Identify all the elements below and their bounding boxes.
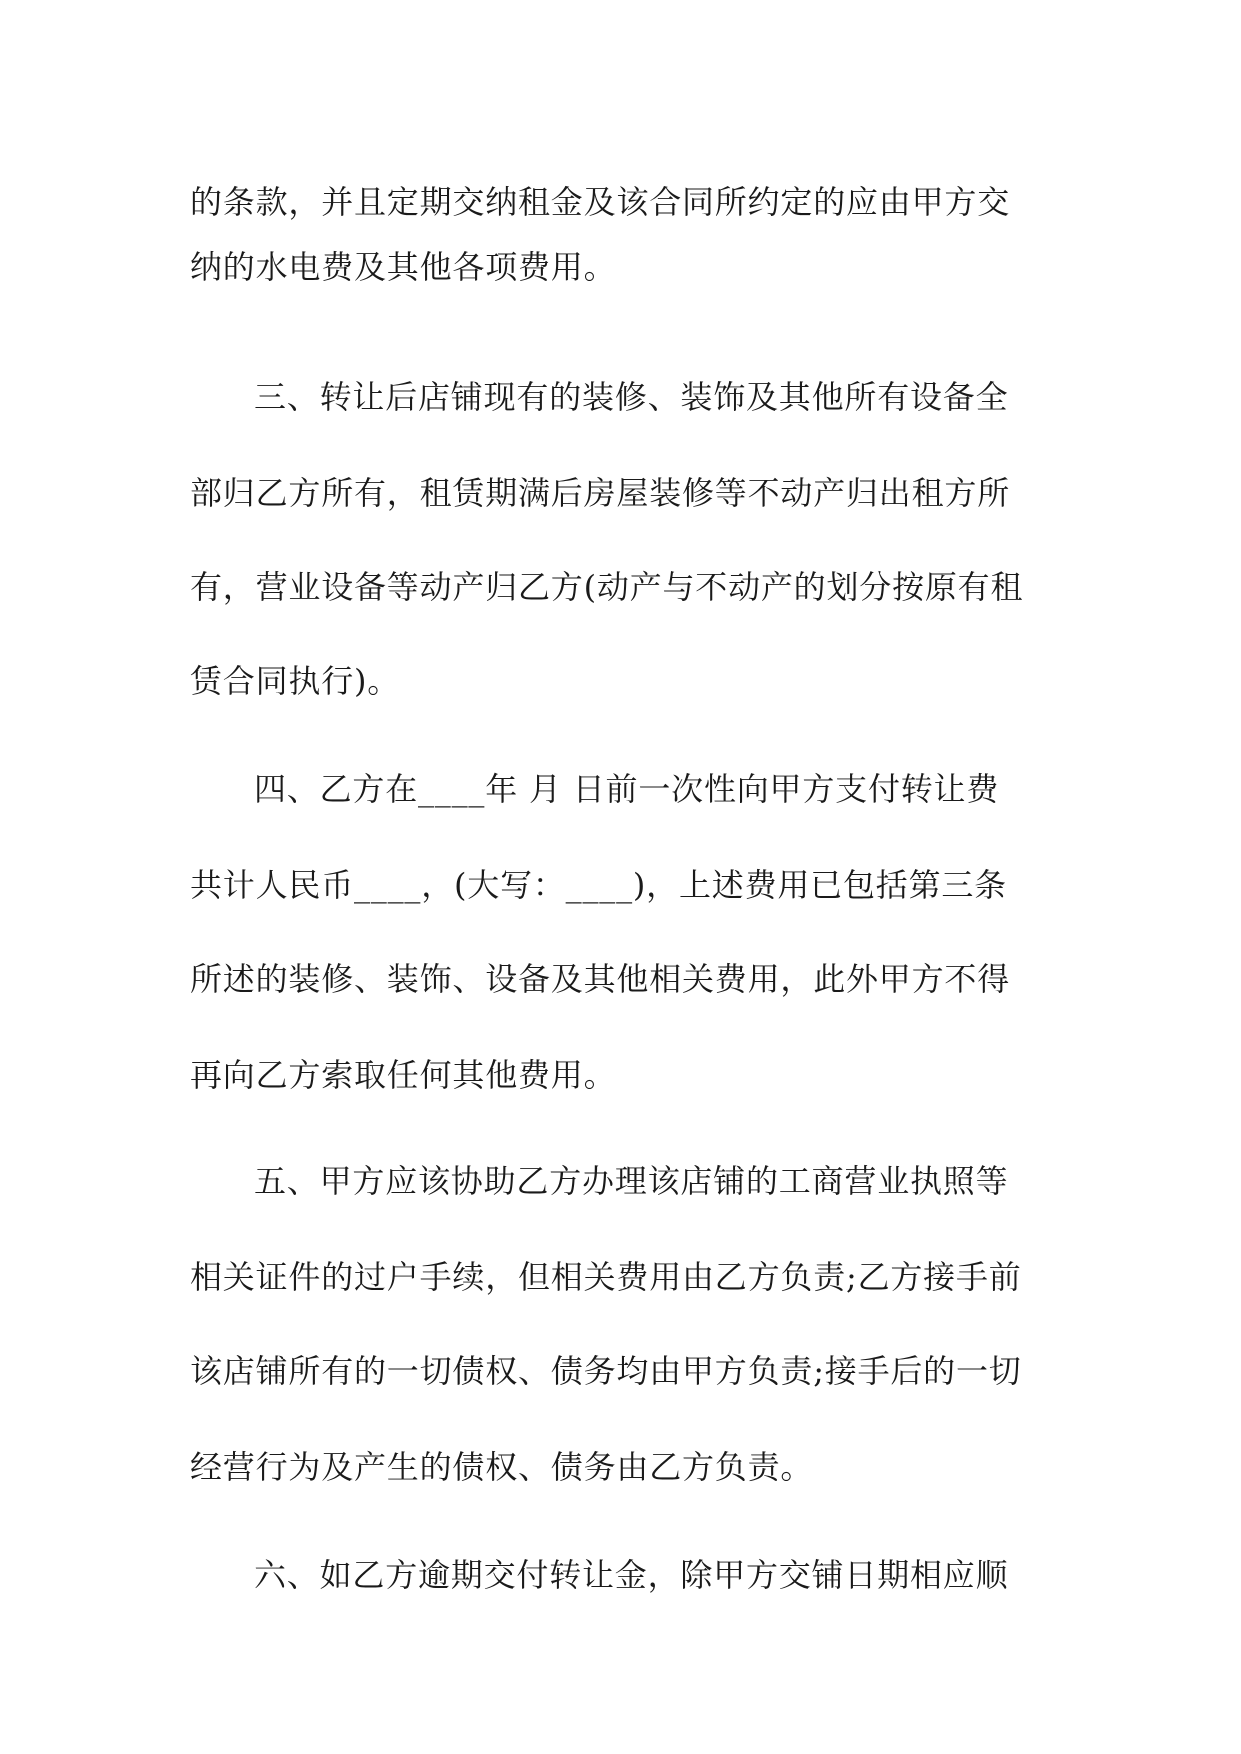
text-line: 再向乙方索取任何其他费用。 bbox=[190, 1056, 617, 1094]
text-line: 有，营业设备等动产归乙方(动产与不动产的划分按原有租 bbox=[190, 568, 1024, 606]
text-line: 经营行为及产生的债权、债务由乙方负责。 bbox=[190, 1448, 814, 1486]
text-line: 共计人民币____，(大写：____)，上述费用已包括第三条 bbox=[190, 866, 1007, 904]
text-line: 部归乙方所有，租赁期满后房屋装修等不动产归出租方所 bbox=[190, 474, 1011, 512]
text-line: 该店铺所有的一切债权、债务均由甲方负责;接手后的一切 bbox=[190, 1352, 1022, 1390]
paragraph-3-start: 三、转让后店铺现有的装修、装饰及其他所有设备全 bbox=[254, 378, 1009, 416]
text-line: 赁合同执行)。 bbox=[190, 662, 401, 700]
paragraph-6-start: 六、如乙方逾期交付转让金，除甲方交铺日期相应顺 bbox=[254, 1556, 1009, 1594]
text-line: 纳的水电费及其他各项费用。 bbox=[190, 248, 617, 286]
text-line: 所述的装修、装饰、设备及其他相关费用，此外甲方不得 bbox=[190, 960, 1011, 998]
paragraph-4-start: 四、乙方在____年 月 日前一次性向甲方支付转让费 bbox=[254, 770, 1000, 808]
text-line: 的条款，并且定期交纳租金及该合同所约定的应由甲方交 bbox=[190, 183, 1011, 221]
text-line: 相关证件的过户手续，但相关费用由乙方负责;乙方接手前 bbox=[190, 1258, 1022, 1296]
paragraph-5-start: 五、甲方应该协助乙方办理该店铺的工商营业执照等 bbox=[254, 1162, 1009, 1200]
